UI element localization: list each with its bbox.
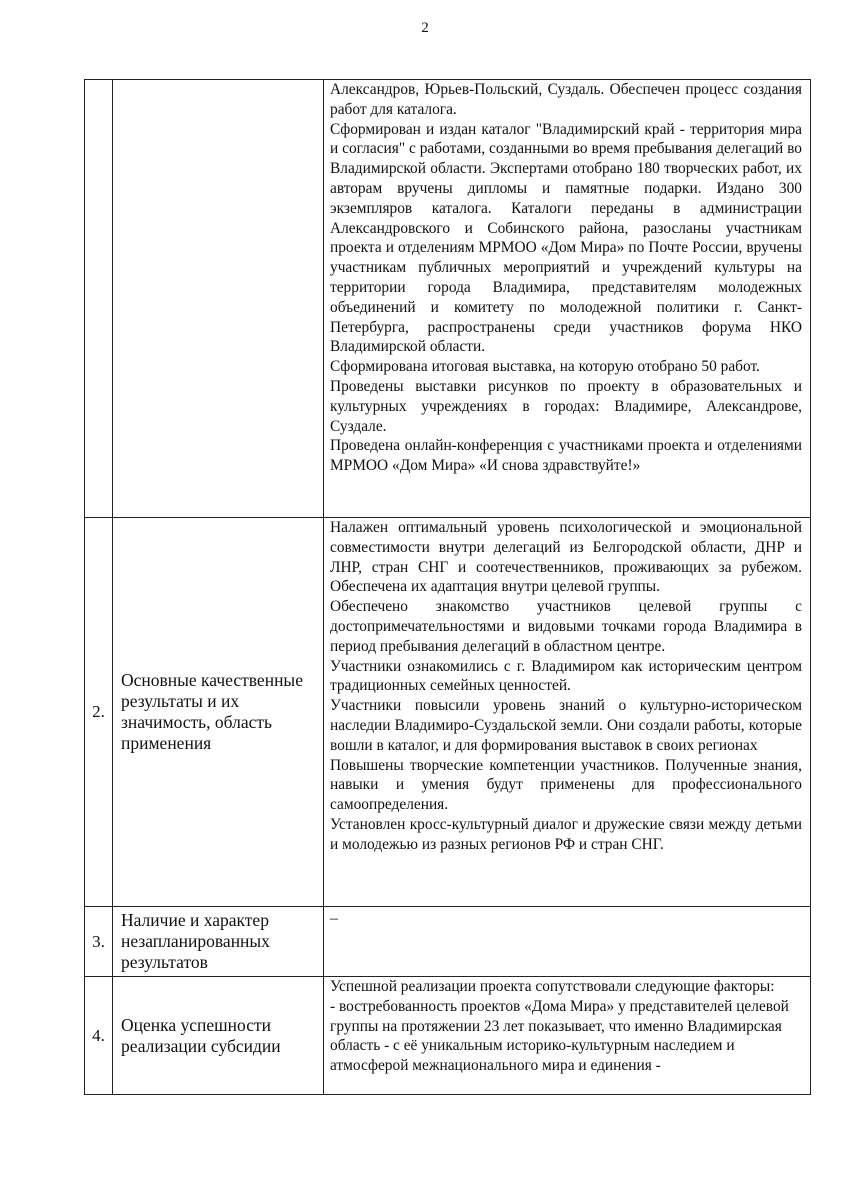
row-label-cell	[113, 907, 324, 977]
content-paragraph: Успешной реализации проекта сопутствовали следующие факторы:	[330, 978, 775, 995]
row-content-cell	[324, 518, 811, 907]
row-label: Оценка успешности реализации субсидии	[121, 1014, 281, 1056]
row-label-cell	[113, 80, 324, 518]
content-paragraph: - востребованность проектов «Дома Мира» у представителей целевой группы на протяжении 23 лет показывает, что именно Владимирская область - с её уникальным историко-культурным наследием и атмосферой межнационального мира и единения -	[330, 997, 789, 1075]
row-content-cell	[324, 80, 811, 518]
content-paragraph: Александров, Юрьев-Польский, Суздаль. Обеспечен процесс создания работ для каталога.	[330, 81, 802, 118]
row-label: Наличие и характер незапланированных результатов	[121, 910, 270, 972]
row-number-cell: 2.	[85, 518, 113, 907]
table-row	[85, 518, 811, 907]
row-number-cell	[85, 80, 113, 518]
table-row	[85, 977, 811, 1095]
table-row	[85, 80, 811, 518]
content-paragraph: Обеспечено знакомство участников целевой группы с достопримечательностями и видовыми точками города Владимира в период пребывания делегаций в областном центре.	[330, 598, 802, 655]
content-paragraph: Установлен кросс-культурный диалог и дружеские связи между детьми и молодежью из разных регионов РФ и стран СНГ.	[330, 815, 802, 853]
content-paragraph: Повышены творческие компетенции участников. Полученные знания, навыки и умения будут применены для профессионального самоопределения.	[330, 756, 802, 814]
row-number-cell: 3.	[85, 907, 113, 977]
content-paragraph: Участники ознакомились с г. Владимиром как историческим центром традиционных семейных ценностей.	[330, 657, 802, 695]
row-content-cell	[324, 977, 811, 1095]
results-table	[84, 79, 811, 1095]
content-paragraph: Налажен оптимальный уровень психологической и эмоциональной совместимости внутри делегаций из Белгородской области, ДНР и ЛНР, стран СНГ и соотечественников, проживающих за рубежом. Обеспечена их адаптация внутри целевой группы.	[330, 519, 802, 596]
row-label: Основные качественные результаты и их значимость, область применения	[121, 670, 303, 753]
row-content-cell	[324, 907, 811, 977]
content-paragraph: Проведена онлайн-конференция с участниками проекта и отделениями МРМОО «Дом Мира» «И снова здравствуйте!»	[330, 437, 802, 475]
row-label-cell	[113, 518, 324, 907]
content-paragraph: Участники повысили уровень знаний о культурно-историческом наследии Владимиро-Суздальской земли. Они создали работы, которые вошли в каталог, и для формирования выставок в своих регионах	[330, 697, 802, 754]
content-paragraph: Сформирован и издан каталог "Владимирский край - территория мира и согласия" с работами, созданными во время пребывания делегаций во Владимирской области. Экспертами отобрано 180 творческих работ, их авторам вручены дипломы и памятные подарки. Издано 300 экземпляров каталога. Каталоги переданы в администрации Александровского и Собинского района, разосланы участникам проекта и отделениям МРМОО «Дом Мира» по Почте России, вручены участникам публичных мероприятий и учреждений культуры на территории города Владимира, представителям молодежных объединений и комитету по молодежной политики г. Санкт-Петербурга, распространены среди участников форума НКО Владимирской области.	[330, 120, 802, 356]
empty-result-dash: –	[330, 910, 338, 927]
table-row	[85, 907, 811, 977]
row-label-cell	[113, 977, 324, 1095]
content-paragraph: Проведены выставки рисунков по проекту в образовательных и культурных учреждениях в городах: Владимире, Александрове, Суздале.	[330, 377, 802, 435]
row-number-cell: 4.	[85, 977, 113, 1095]
page-number: 2	[421, 20, 429, 36]
content-paragraph: Сформирована итоговая выставка, на которую отобрано 50 работ.	[330, 358, 760, 376]
